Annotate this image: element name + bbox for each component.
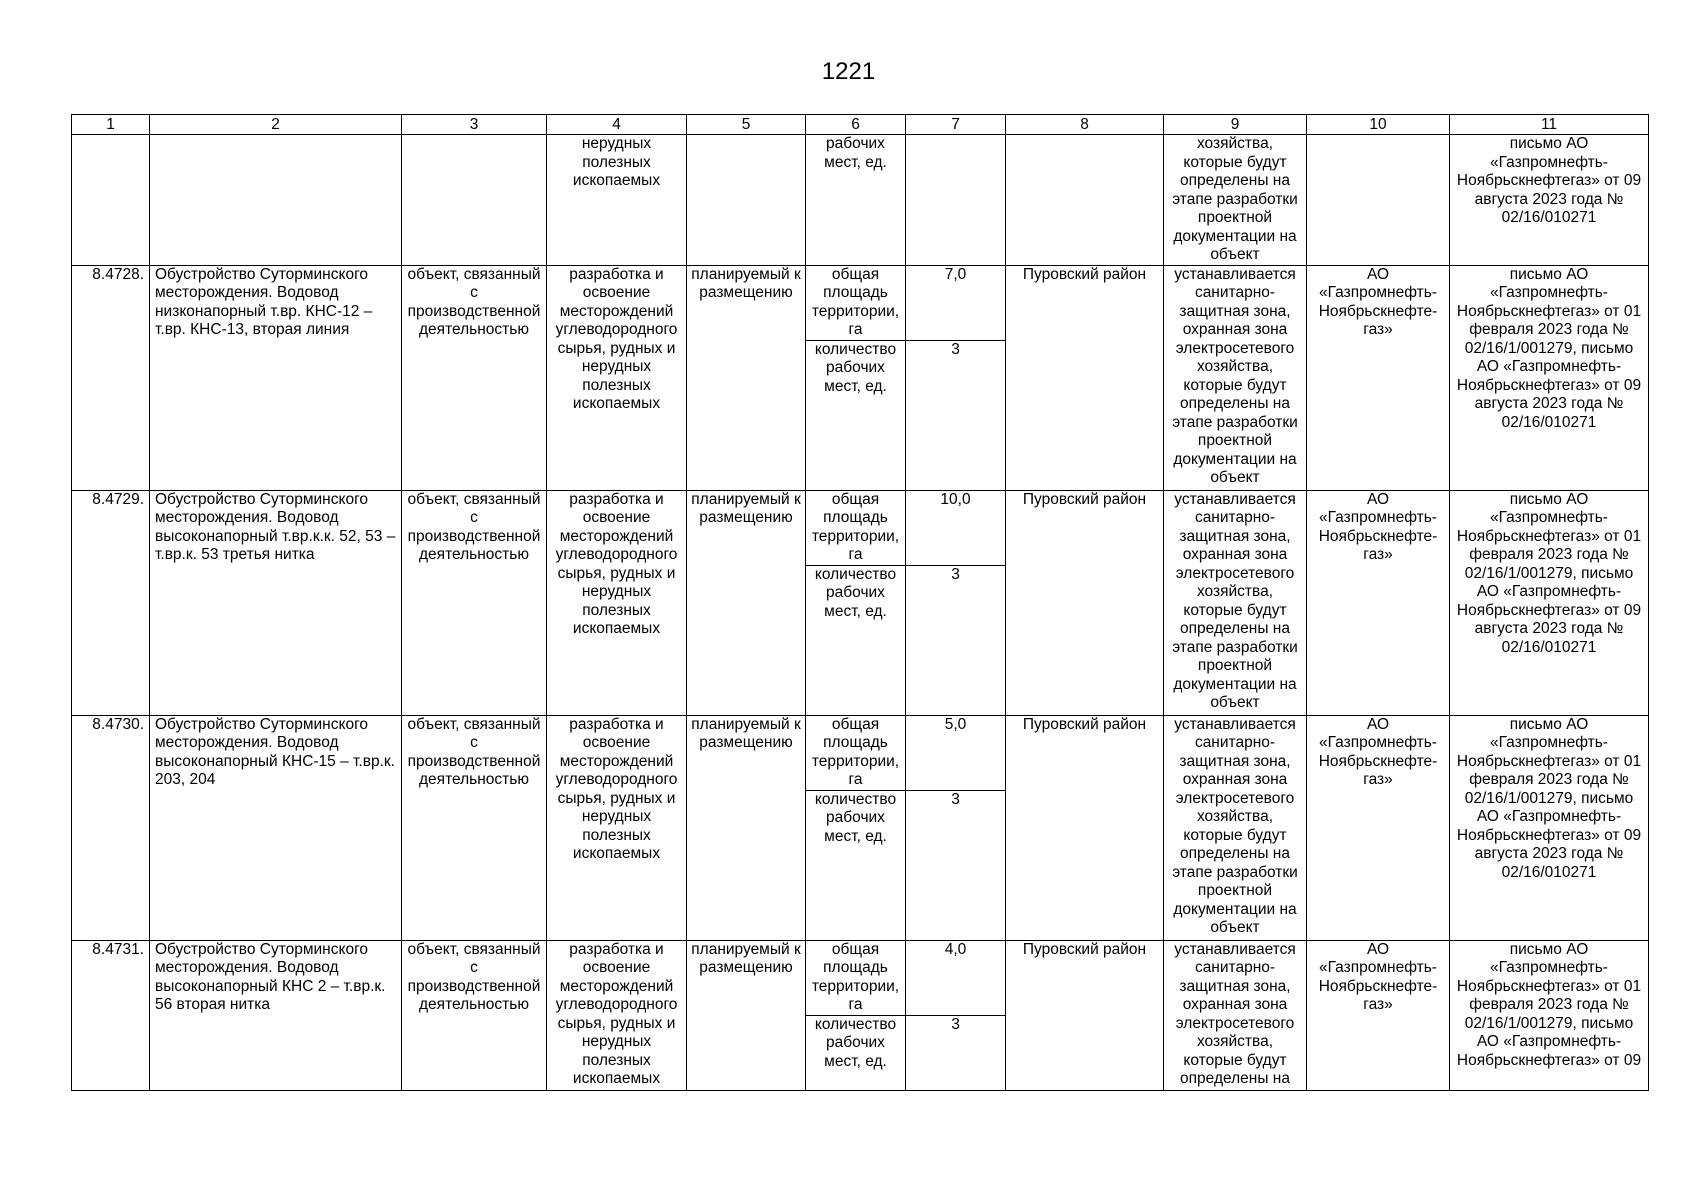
param-area: общая площадь территории, га <box>806 265 906 340</box>
location-cell: Пуровский район <box>1006 715 1164 940</box>
status-cell: планируемый к размещению <box>687 265 806 490</box>
header-cell: 2 <box>150 115 402 135</box>
status-cell: планируемый к размещению <box>687 940 806 1090</box>
value-area: 7,0 <box>906 265 1006 340</box>
table-row <box>72 265 1649 340</box>
cell-empty <box>1307 135 1450 266</box>
basis-cell: письмо АО «Газпромнефть-Ноябрьскнефтегаз» от 01 февраля 2023 года № 02/16/1/001279, письмо АО «Газпромнефть-Ноябрьскнефтегаз» от 09 августа 2023 года № 02/16/010271 <box>1450 715 1649 940</box>
cell-empty <box>906 135 1006 266</box>
purpose-cell: разработка и освоение месторождений углеводородного сырья, рудных и нерудных полезных ископаемых <box>547 715 687 940</box>
param-area: общая площадь территории, га <box>806 940 906 1015</box>
value-area: 5,0 <box>906 715 1006 790</box>
header-cell: 11 <box>1450 115 1649 135</box>
owner-cell: АО «Газпромнефть-Ноябрьскнефте-газ» <box>1307 715 1450 940</box>
purpose-cell: разработка и освоение месторождений углеводородного сырья, рудных и нерудных полезных ископаемых <box>547 940 687 1090</box>
object-name: Обустройство Суторминского месторождения. Водовод высоконапорный т.вр.к.к. 52, 53 – т.вр.к. 53 третья нитка <box>150 490 402 715</box>
param-workplaces: количество рабочих мест, ед. <box>806 340 906 490</box>
value-area: 10,0 <box>906 490 1006 565</box>
location-cell: Пуровский район <box>1006 940 1164 1090</box>
header-cell: 6 <box>806 115 906 135</box>
param-cell: рабочих мест, ед. <box>806 135 906 266</box>
purpose-cell: разработка и освоение месторождений углеводородного сырья, рудных и нерудных полезных ископаемых <box>547 490 687 715</box>
header-cell: 10 <box>1307 115 1450 135</box>
row-number: 8.4730. <box>72 715 150 940</box>
object-name: Обустройство Суторминского месторождения. Водовод низконапорный т.вр. КНС-12 – т.вр. КНС-13, вторая линия <box>150 265 402 490</box>
owner-cell: АО «Газпромнефть-Ноябрьскнефте-газ» <box>1307 490 1450 715</box>
continuation-row <box>72 135 1649 266</box>
zone-cell: устанавливается санитарно-защитная зона, охранная зона электросетевого хозяйства, которые будут определены на этапе разработки проектной документации на объект <box>1164 715 1307 940</box>
header-cell: 7 <box>906 115 1006 135</box>
row-number: 8.4728. <box>72 265 150 490</box>
owner-cell: АО «Газпромнефть-Ноябрьскнефте-газ» <box>1307 265 1450 490</box>
object-type: объект, связанный с производственной деятельностью <box>402 715 547 940</box>
object-name: Обустройство Суторминского месторождения. Водовод высоконапорный КНС 2 – т.вр.к. 56 вторая нитка <box>150 940 402 1090</box>
value-workplaces: 3 <box>906 790 1006 940</box>
object-name: Обустройство Суторминского месторождения. Водовод высоконапорный КНС-15 – т.вр.к. 203, 204 <box>150 715 402 940</box>
param-workplaces: количество рабочих мест, ед. <box>806 1015 906 1090</box>
cell-empty <box>687 135 806 266</box>
value-workplaces: 3 <box>906 1015 1006 1090</box>
object-type: объект, связанный с производственной деятельностью <box>402 940 547 1090</box>
header-cell: 9 <box>1164 115 1307 135</box>
location-cell: Пуровский район <box>1006 490 1164 715</box>
status-cell: планируемый к размещению <box>687 490 806 715</box>
cell-empty <box>402 135 547 266</box>
param-area: общая площадь территории, га <box>806 715 906 790</box>
object-type: объект, связанный с производственной деятельностью <box>402 265 547 490</box>
table-row <box>72 940 1649 1015</box>
location-cell: Пуровский район <box>1006 265 1164 490</box>
header-cell: 8 <box>1006 115 1164 135</box>
cell-empty <box>1006 135 1164 266</box>
header-row <box>72 115 1649 135</box>
param-workplaces: количество рабочих мест, ед. <box>806 790 906 940</box>
status-cell: планируемый к размещению <box>687 715 806 940</box>
value-workplaces: 3 <box>906 565 1006 715</box>
row-number: 8.4729. <box>72 490 150 715</box>
zone-cell: устанавливается санитарно-защитная зона, охранная зона электросетевого хозяйства, которые будут определены на этапе разработки проектной документации на объект <box>1164 490 1307 715</box>
owner-cell: АО «Газпромнефть-Ноябрьскнефте-газ» <box>1307 940 1450 1090</box>
value-area: 4,0 <box>906 940 1006 1015</box>
basis-cell: письмо АО «Газпромнефть-Ноябрьскнефтегаз» от 01 февраля 2023 года № 02/16/1/001279, письмо АО «Газпромнефть-Ноябрьскнефтегаз» от 09 августа 2023 года № 02/16/010271 <box>1450 265 1649 490</box>
basis-cell: письмо АО «Газпромнефть-Ноябрьскнефтегаз» от 09 августа 2023 года № 02/16/010271 <box>1450 135 1649 266</box>
header-cell: 4 <box>547 115 687 135</box>
purpose-cell: нерудных полезных ископаемых <box>547 135 687 266</box>
purpose-cell: разработка и освоение месторождений углеводородного сырья, рудных и нерудных полезных ископаемых <box>547 265 687 490</box>
object-type: объект, связанный с производственной деятельностью <box>402 490 547 715</box>
header-cell: 3 <box>402 115 547 135</box>
register-table <box>71 114 1649 1091</box>
zone-cell: устанавливается санитарно-защитная зона, охранная зона электросетевого хозяйства, которые будут определены на этапе разработки проектной документации на объект <box>1164 265 1307 490</box>
table-row <box>72 715 1649 790</box>
basis-cell: письмо АО «Газпромнефть-Ноябрьскнефтегаз» от 01 февраля 2023 года № 02/16/1/001279, письмо АО «Газпромнефть-Ноябрьскнефтегаз» от 09 августа 2023 года № 02/16/010271 <box>1450 490 1649 715</box>
value-workplaces: 3 <box>906 340 1006 490</box>
param-workplaces: количество рабочих мест, ед. <box>806 565 906 715</box>
cell-empty <box>150 135 402 266</box>
zone-cell: устанавливается санитарно-защитная зона, охранная зона электросетевого хозяйства, которые будут определены на <box>1164 940 1307 1090</box>
basis-cell: письмо АО «Газпромнефть-Ноябрьскнефтегаз» от 01 февраля 2023 года № 02/16/1/001279, письмо АО «Газпромнефть-Ноябрьскнефтегаз» от 09 <box>1450 940 1649 1090</box>
cell-empty <box>72 135 150 266</box>
param-area: общая площадь территории, га <box>806 490 906 565</box>
header-cell: 5 <box>687 115 806 135</box>
table-row <box>72 490 1649 565</box>
header-cell: 1 <box>72 115 150 135</box>
page-number: 1221 <box>821 58 876 85</box>
zone-cell: хозяйства, которые будут определены на этапе разработки проектной документации на объект <box>1164 135 1307 266</box>
row-number: 8.4731. <box>72 940 150 1090</box>
